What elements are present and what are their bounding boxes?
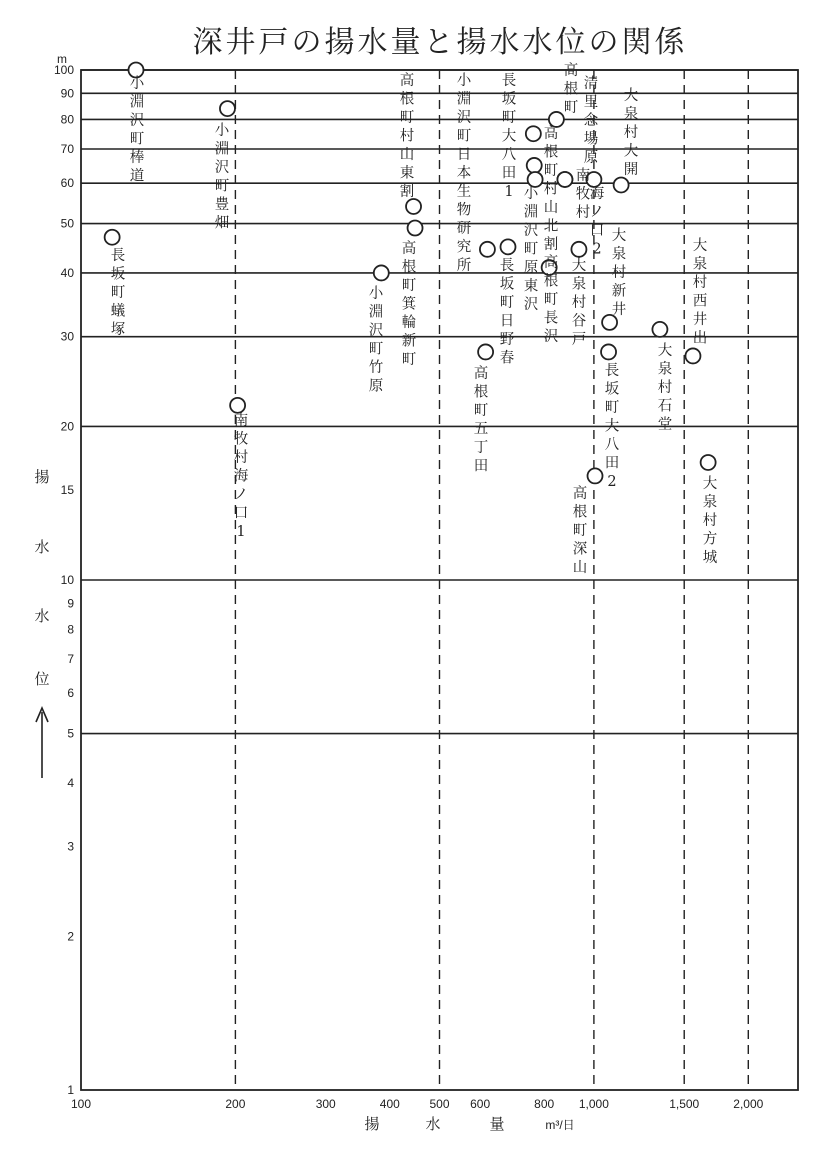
data-point (614, 177, 629, 192)
x-tick-label: 1,000 (578, 1097, 609, 1111)
point-label: 小淵沢町竹原 (368, 286, 384, 395)
point-label: 大泉村西井出 (692, 238, 708, 347)
y-tick-label: 2 (67, 929, 74, 944)
data-point (526, 126, 541, 141)
point-label: 海ノ口 2 (589, 186, 605, 258)
y-tick-label: 15 (60, 483, 74, 498)
y-axis-title-char: 揚 (34, 468, 50, 486)
y-axis-title-char: 水 (34, 538, 50, 556)
y-tick-label: 6 (67, 686, 74, 701)
data-point (406, 199, 421, 214)
point-label: 高根町五丁田 (473, 366, 489, 475)
y-tick-label: 30 (60, 329, 74, 344)
x-tick-label: 200 (225, 1097, 246, 1111)
x-tick-label: 1,500 (669, 1097, 700, 1111)
x-axis-title-char: 量 (489, 1115, 505, 1133)
y-unit-label: m (57, 52, 67, 66)
point-label: 小淵沢町原東沢 (523, 186, 539, 313)
data-point (230, 398, 245, 413)
y-axis-title-char: 水 (34, 607, 50, 625)
y-tick-label: 9 (67, 596, 74, 611)
point-labels (111, 61, 718, 576)
data-point (588, 468, 603, 483)
data-point (528, 172, 543, 187)
y-axis-ticks (54, 63, 74, 1097)
point-label: 高根町箕輪新町 (401, 241, 417, 368)
point-label: 高根町長沢 (543, 255, 559, 345)
y-tick-label: 70 (60, 142, 74, 156)
point-label: 清里念場原 (583, 76, 599, 166)
data-point (478, 344, 493, 359)
point-label: 長坂町大八田 1 (501, 73, 517, 200)
point-label: 南牧村海ノ口 1 (233, 413, 249, 540)
x-axis-title-char: 水 (425, 1115, 441, 1133)
data-point (220, 101, 235, 116)
y-axis-title-char: 位 (34, 670, 50, 688)
x-tick-label: 300 (315, 1097, 336, 1111)
point-label: 高根町村山北割 (543, 126, 559, 253)
point-label: 高根町深山 (572, 486, 588, 576)
point-label: 大泉村方城 (702, 476, 718, 566)
point-label: 大泉村石堂 (657, 343, 673, 433)
y-tick-label: 5 (67, 726, 74, 741)
data-point (527, 158, 542, 173)
y-axis-arrow (36, 708, 48, 778)
y-tick-label: 10 (60, 573, 74, 587)
data-point (601, 344, 616, 359)
data-point (408, 221, 423, 236)
point-label: 大泉村大開 (623, 88, 639, 178)
y-tick-label: 100 (53, 63, 74, 77)
y-tick-label: 80 (60, 112, 74, 127)
y-tick-label: 7 (67, 652, 74, 666)
y-tick-label: 20 (60, 419, 74, 434)
y-tick-label: 8 (67, 622, 74, 637)
point-label: 大泉村谷戸 (571, 258, 587, 348)
data-point (549, 112, 564, 127)
point-label: 小淵沢町豊畑 (214, 123, 230, 232)
data-point (652, 322, 667, 337)
x-tick-label: 800 (534, 1097, 555, 1111)
y-tick-label: 3 (67, 839, 74, 854)
x-tick-label: 400 (379, 1097, 400, 1111)
point-label: 長坂町蟻塚 (110, 248, 126, 338)
data-point (571, 242, 586, 257)
point-label: 長坂町日野春 (499, 258, 515, 367)
x-axis-title (364, 1115, 574, 1133)
y-tick-label: 1 (67, 1083, 74, 1097)
data-point (685, 348, 700, 363)
data-point (480, 242, 495, 257)
y-tick-label: 4 (67, 775, 74, 790)
data-point (701, 455, 716, 470)
data-point (500, 239, 515, 254)
x-tick-label: 600 (470, 1097, 491, 1111)
point-label: 南牧村 (575, 168, 591, 221)
y-tick-label: 50 (60, 216, 74, 231)
point-label: 長坂町大八田 2 (604, 363, 620, 490)
point-label: 小淵沢町日本生物研究所 (456, 73, 472, 274)
point-label: 大泉村新井 (611, 228, 627, 318)
grid (81, 70, 798, 1090)
x-unit-label: m³/日 (545, 1118, 575, 1132)
x-tick-label: 2,000 (733, 1097, 764, 1111)
point-label: 小淵沢町棒道 (129, 76, 145, 185)
x-axis-ticks (71, 1097, 764, 1111)
data-point (557, 172, 572, 187)
y-tick-label: 60 (60, 176, 74, 191)
x-axis-title-char: 揚 (364, 1115, 380, 1133)
y-tick-label: 40 (60, 265, 74, 280)
data-point (105, 230, 120, 245)
y-tick-label: 90 (60, 86, 74, 101)
x-tick-label: 100 (70, 1097, 92, 1111)
data-point (374, 265, 389, 280)
point-label: 高根町村山東割 (399, 73, 415, 200)
x-tick-label: 500 (429, 1097, 450, 1111)
chart-title: 深井戸の揚水量と揚水水位の関係 (192, 25, 688, 60)
y-axis-title (34, 468, 49, 688)
y-axis-unit (57, 52, 67, 66)
point-label: 高根町 (563, 63, 579, 116)
